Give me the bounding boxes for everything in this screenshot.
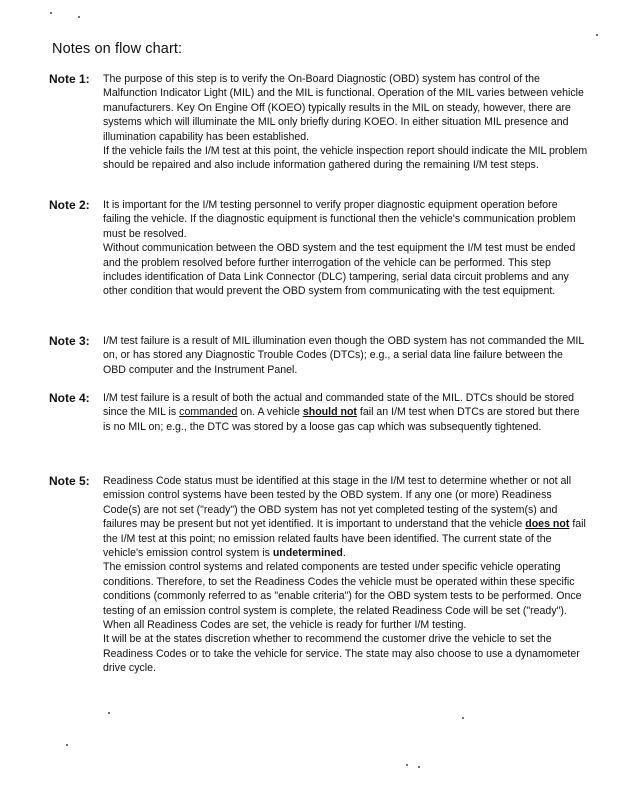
emphasis-commanded: commanded — [179, 406, 238, 419]
note-label: Note 2: — [49, 198, 90, 212]
note-paragraph: Without communication between the OBD system and the test equipment the I/M test must be ended and the problem resolved before further interrogation of the vehicle can be performed. This step includes identification of Data Link Connector (DLC) tampering, serial data circuit problems and any other condition that would prevent the OBD system from communicating with the test equipment. — [103, 242, 576, 298]
scan-speck — [418, 766, 420, 768]
text-run: I/M test failure is a result of both the actual and commanded state of the MIL. DTCs should be stored since the MIL is — [103, 392, 575, 419]
scan-speck — [462, 717, 464, 719]
note-paragraph: The emission control systems and related components are tested under specific vehicle operating conditions. Therefore, to set the Readiness Codes the vehicle must be operated within these specific conditions (commonly referred to as "enable criteria") for the OBD system tests to be performed. Once testing of an emission control system is complete, the related Readiness Code will be set ("ready"). When all Readiness Codes are set, the vehicle is ready for further I/M testing. — [103, 561, 582, 632]
scan-speck — [596, 34, 598, 36]
scan-speck — [66, 744, 68, 746]
note-label: Note 5: — [49, 474, 90, 488]
scan-speck — [108, 712, 110, 714]
note-paragraph: The purpose of this step is to verify the On-Board Diagnostic (OBD) system has control of the Malfunction Indicator Light (MIL) and the MIL is functional. Operation of the MIL varies between vehicle manufacturers. Key On Engine Off (KOEO) typically results in the MIL on steady, however, there are systems which will illuminate the MIL only briefly during KOEO. In either situation MIL presence and illumination capability has been established. — [103, 73, 584, 143]
text-run: on. A vehicle — [237, 406, 303, 419]
note-paragraph: It will be at the states discretion whether to recommend the customer drive the vehicle to set the Readiness Codes or to take the vehicle for service. The state may also choose to use a dynamometer drive cycle. — [103, 633, 580, 675]
emphasis-does-not: does not — [525, 518, 570, 531]
text-run: fail an I/M test when DTCs are stored but there is no MIL on; e.g., the DTC was stored by a loose gas cap which was subsequently tightened. — [103, 406, 580, 433]
scan-speck — [50, 12, 52, 14]
text-run: . — [342, 547, 346, 560]
note-body — [103, 72, 588, 173]
text-run: Readiness Code status must be identified at this stage in the I/M test to determine whether or not all emission control systems have been tested by the OBD system. If any one (or more) Readiness Code(s) are not set ("ready") the OBD system has not yet completed testing of the system(s) and failures may be present but not yet identified. It is important to understand that the vehicle — [103, 475, 572, 531]
scan-speck — [406, 764, 408, 766]
page-title: Notes on flow chart: — [52, 41, 183, 57]
note-paragraph: If the vehicle fails the I/M test at this point, the vehicle inspection report should indicate the MIL problem should be repaired and also include information gathered during the remaining I/M test steps. — [103, 145, 588, 172]
text-run: fail the I/M test at this point; no emission related faults have been identified. The current state of the vehicle's emission control system is — [103, 518, 586, 560]
note-body — [103, 198, 588, 299]
note-label: Note 3: — [49, 334, 90, 348]
note-body — [103, 334, 588, 377]
emphasis-undetermined: undetermined — [272, 547, 343, 560]
note-label: Note 4: — [49, 391, 90, 405]
note-paragraph: I/M test failure is a result of MIL illumination even though the OBD system has not commanded the MIL on, or has stored any Diagnostic Trouble Codes (DTCs); e.g., a serial data line failure between the OBD computer and the Instrument Panel. — [103, 335, 584, 376]
note-paragraph — [103, 474, 588, 560]
note-paragraph: It is important for the I/M testing personnel to verify proper diagnostic equipment operation before failing the vehicle. If the diagnostic equipment is functional then the vehicle's communication problem must be resolved. — [103, 199, 576, 240]
emphasis-should-not: should not — [302, 406, 357, 419]
note-body — [103, 391, 588, 434]
note-label: Note 1: — [49, 72, 90, 86]
scan-speck — [78, 16, 80, 18]
note-paragraph — [103, 391, 588, 434]
note-body — [103, 474, 588, 676]
